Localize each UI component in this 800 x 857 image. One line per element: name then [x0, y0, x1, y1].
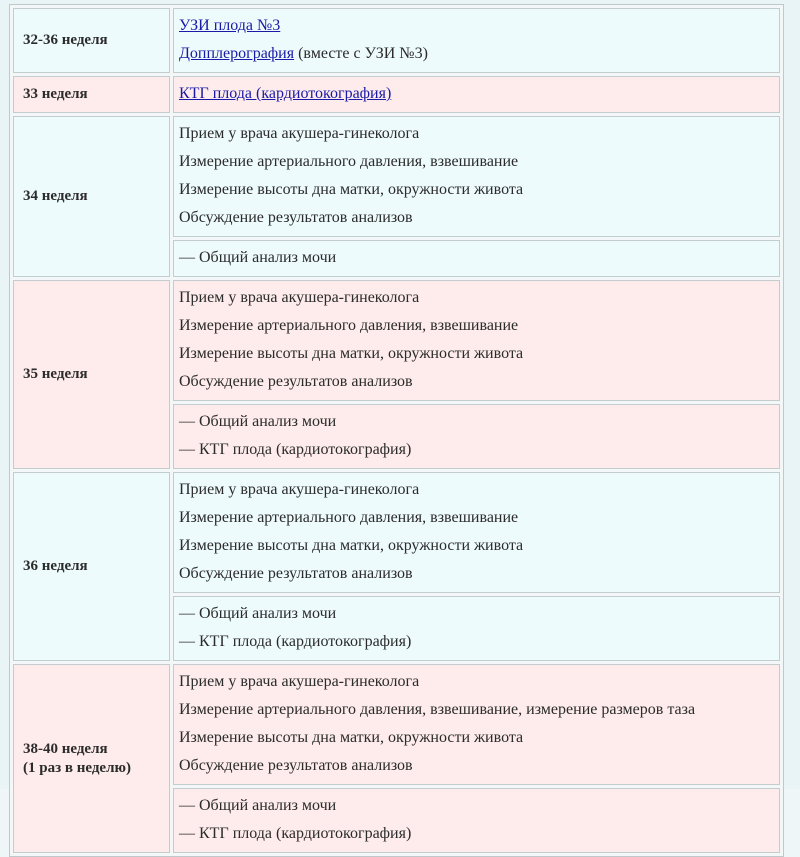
schedule-row	[13, 472, 780, 593]
week-label: 38-40 неделя (1 раз в неделю)	[13, 664, 170, 853]
exam-item	[179, 408, 779, 436]
exam-text: Обсуждение результатов анализов	[179, 373, 413, 390]
exam-item[interactable]	[179, 12, 779, 40]
exam-item[interactable]	[179, 40, 779, 68]
exam-item	[179, 560, 779, 588]
exam-text: Измерение артериального давления, взвешивание	[179, 153, 519, 170]
exam-item	[179, 476, 779, 504]
exam-text: Измерение артериального давления, взвешивание	[179, 509, 519, 526]
exam-item	[179, 668, 779, 696]
schedule-row	[13, 76, 780, 113]
exam-list-cell	[173, 8, 780, 73]
exam-text: Прием у врача акушера-гинеколога	[179, 673, 420, 690]
exam-list-cell	[173, 76, 780, 113]
exam-item	[179, 176, 779, 204]
exam-text: Измерение артериального давления, взвешивание	[179, 317, 519, 334]
schedule-row	[13, 280, 780, 401]
exam-item	[179, 204, 779, 232]
schedule-row	[13, 8, 780, 73]
exam-item	[179, 752, 779, 780]
exam-text: Измерение высоты дна матки, окружности живота	[179, 537, 524, 554]
exam-text: — КТГ плода (кардиотокография)	[179, 633, 412, 650]
exam-text: — Общий анализ мочи	[179, 797, 337, 814]
pregnancy-schedule-table	[9, 4, 784, 857]
exam-text: Прием у врача акушера-гинеколога	[179, 125, 420, 142]
week-label: 35 неделя	[13, 280, 170, 469]
exam-link[interactable]: КТГ плода (кардиотокография)	[179, 85, 392, 102]
week-label: 34 неделя	[13, 116, 170, 277]
exam-list-cell	[173, 472, 780, 593]
exam-text: Измерение артериального давления, взвешивание, измерение размеров таза	[179, 701, 696, 718]
exam-list-cell	[173, 404, 780, 469]
exam-list-cell	[173, 596, 780, 661]
schedule-row	[13, 664, 780, 785]
exam-item	[179, 148, 779, 176]
exam-item	[179, 792, 779, 820]
exam-item[interactable]	[179, 80, 779, 108]
exam-item	[179, 312, 779, 340]
exam-item	[179, 628, 779, 656]
exam-item	[179, 436, 779, 464]
exam-item	[179, 284, 779, 312]
exam-item	[179, 340, 779, 368]
exam-item	[179, 368, 779, 396]
exam-list-cell	[173, 788, 780, 853]
exam-text: Обсуждение результатов анализов	[179, 757, 413, 774]
exam-text: — Общий анализ мочи	[179, 605, 337, 622]
exam-text: — КТГ плода (кардиотокография)	[179, 825, 412, 842]
exam-text: Измерение высоты дна матки, окружности живота	[179, 345, 524, 362]
exam-item	[179, 724, 779, 752]
week-label: 33 неделя	[13, 76, 170, 113]
exam-list-cell	[173, 116, 780, 237]
exam-text: Измерение высоты дна матки, окружности живота	[179, 729, 524, 746]
exam-item	[179, 244, 779, 272]
exam-list-cell	[173, 664, 780, 785]
exam-text: — Общий анализ мочи	[179, 249, 337, 266]
exam-item	[179, 600, 779, 628]
week-label: 32-36 неделя	[13, 8, 170, 73]
exam-item	[179, 504, 779, 532]
exam-text: Измерение высоты дна матки, окружности живота	[179, 181, 524, 198]
exam-text: Обсуждение результатов анализов	[179, 565, 413, 582]
exam-item	[179, 820, 779, 848]
exam-link[interactable]: Допплерография	[179, 45, 295, 62]
exam-list-cell	[173, 240, 780, 277]
exam-text: Обсуждение результатов анализов	[179, 209, 413, 226]
week-label: 36 неделя	[13, 472, 170, 661]
exam-text: — КТГ плода (кардиотокография)	[179, 441, 412, 458]
schedule-row	[13, 116, 780, 237]
schedule-body	[13, 8, 780, 853]
exam-note: (вместе с УЗИ №3)	[294, 45, 428, 62]
exam-item	[179, 120, 779, 148]
exam-item	[179, 532, 779, 560]
exam-link[interactable]: УЗИ плода №3	[179, 17, 281, 34]
exam-text: Прием у врача акушера-гинеколога	[179, 289, 420, 306]
exam-list-cell	[173, 280, 780, 401]
exam-text: — Общий анализ мочи	[179, 413, 337, 430]
exam-text: Прием у врача акушера-гинеколога	[179, 481, 420, 498]
exam-item	[179, 696, 779, 724]
